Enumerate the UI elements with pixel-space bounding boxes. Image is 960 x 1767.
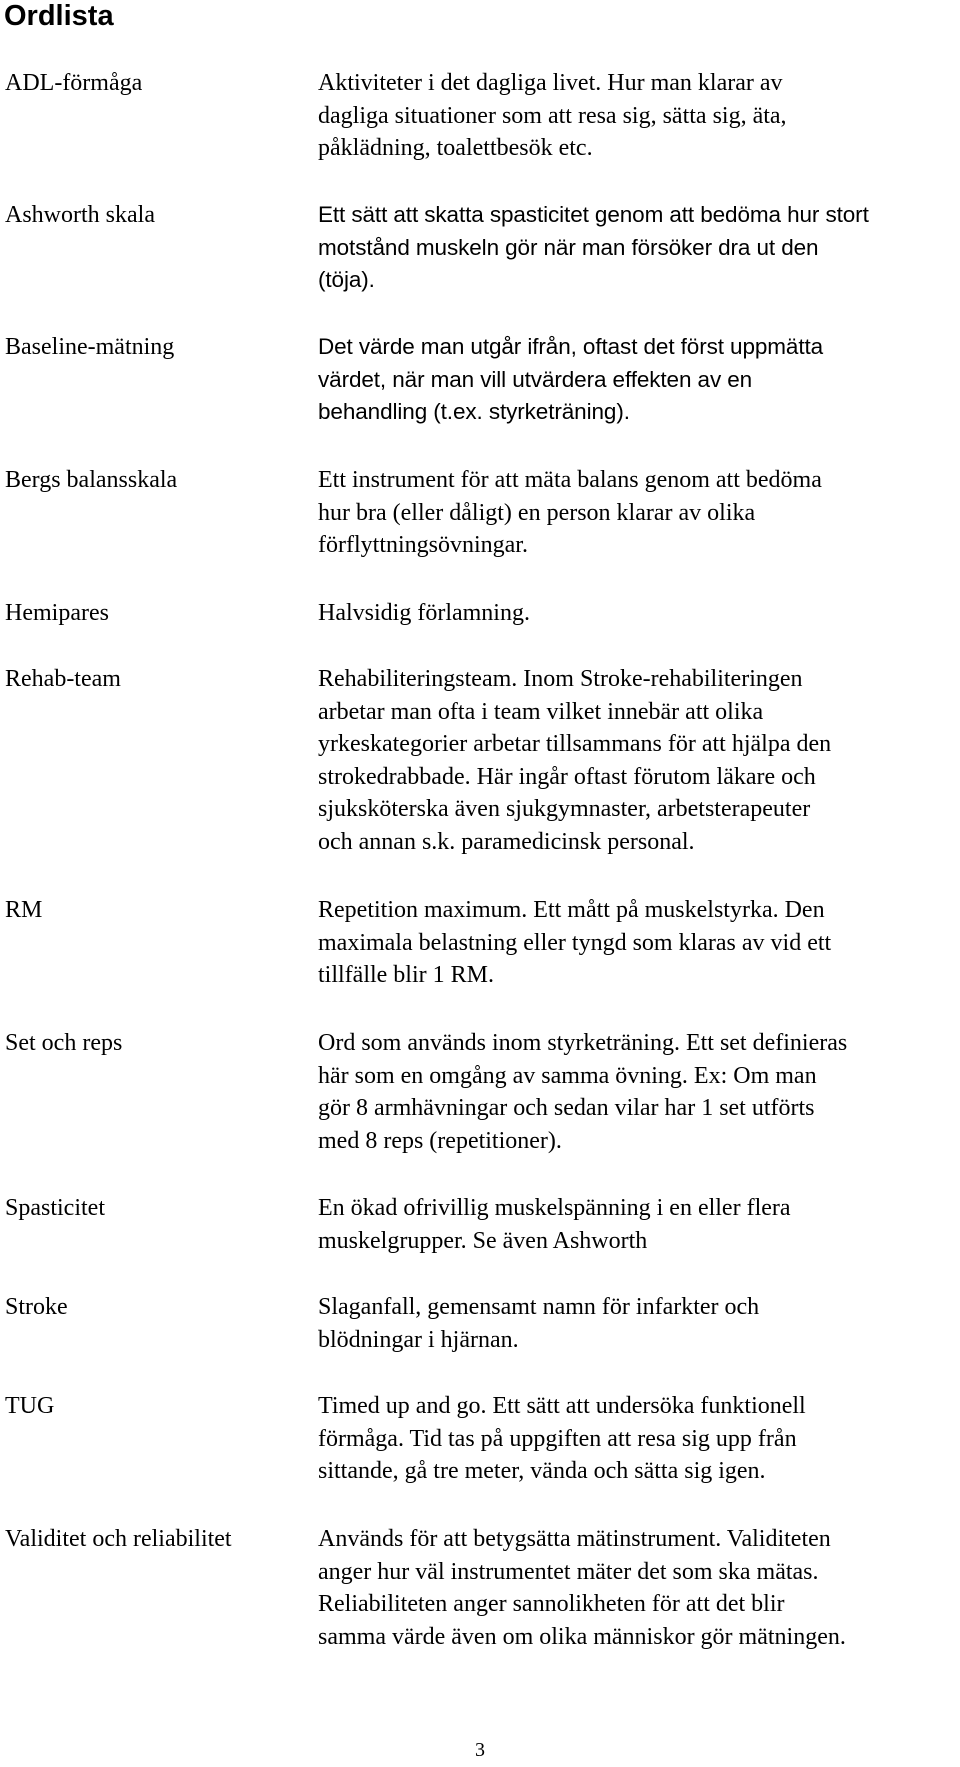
definition-line: maximala belastning eller tyngd som klaras av vid ett: [318, 929, 832, 956]
glossary-term: ADL-förmåga: [5, 70, 143, 96]
glossary-term: Set och reps: [5, 1030, 123, 1056]
glossary-definition: [318, 199, 958, 297]
definition-line: hur bra (eller dåligt) en person klarar av olika: [318, 499, 756, 526]
glossary-definition: [318, 1291, 958, 1356]
definition-line: sittande, gå tre meter, vända och sätta sig igen.: [318, 1458, 766, 1484]
definition-line: påklädning, toalettbesök etc.: [318, 135, 593, 161]
definition-line: Repetition maximum. Ett mått på muskelstyrka. Den: [318, 897, 825, 923]
definition-line: Ett sätt att skatta spasticitet genom att bedöma hur stort: [318, 202, 869, 227]
definition-line: Aktiviteter i det dagliga livet. Hur man klarar av: [318, 70, 783, 96]
glossary-term: Baseline-mätning: [5, 334, 175, 360]
definition-line: arbetar man ofta i team vilket innebär att olika: [318, 698, 764, 725]
definition-line: förflyttningsövningar.: [318, 532, 528, 558]
definition-line: gör 8 armhävningar och sedan vilar har 1 set utförts: [318, 1095, 815, 1121]
definition-line: (töja).: [318, 267, 375, 292]
glossary-term: Stroke: [5, 1294, 68, 1320]
glossary-definition: [318, 464, 958, 562]
glossary-definition: [318, 1027, 958, 1157]
glossary-definition: [318, 67, 958, 165]
definition-line: samma värde även om olika människor gör mätningen.: [318, 1623, 846, 1650]
definition-line: Det värde man utgår ifrån, oftast det först uppmätta: [318, 334, 824, 359]
glossary-term: Spasticitet: [5, 1195, 105, 1221]
glossary-definition: [318, 894, 958, 992]
definition-line: yrkeskategorier arbetar tillsammans för att hjälpa den: [318, 731, 832, 757]
glossary-term: RM: [5, 897, 43, 923]
definition-line: och annan s.k. paramedicinsk personal.: [318, 828, 695, 855]
definition-line: anger hur väl instrumentet mäter det som ska mätas.: [318, 1558, 819, 1585]
definition-line: Rehabiliteringsteam. Inom Stroke-rehabiliteringen: [318, 666, 803, 692]
glossary-definition: [318, 1192, 958, 1257]
definition-line: Halvsidig förlamning.: [318, 600, 530, 626]
definition-line: med 8 reps (repetitioner).: [318, 1127, 562, 1154]
page-title: Ordlista: [4, 0, 114, 32]
definition-line: blödningar i hjärnan.: [318, 1326, 519, 1353]
definition-line: värdet, när man vill utvärdera effekten av en: [318, 366, 753, 392]
definition-line: förmåga. Tid tas på uppgiften att resa sig upp från: [318, 1425, 797, 1452]
definition-line: Används för att betygsätta mätinstrument. Validiteten: [318, 1526, 831, 1552]
definition-line: En ökad ofrivillig muskelspänning i en eller flera: [318, 1195, 791, 1221]
definition-line: Slaganfall, gemensamt namn för infarkter och: [318, 1294, 760, 1320]
glossary-term: Hemipares: [5, 600, 109, 626]
glossary-term: TUG: [5, 1393, 55, 1419]
definition-line: behandling (t.ex. styrketräning).: [318, 399, 630, 424]
definition-line: Timed up and go. Ett sätt att undersöka funktionell: [318, 1393, 806, 1419]
definition-line: Ett instrument för att mäta balans genom att bedöma: [318, 467, 822, 493]
glossary-definition: [318, 331, 958, 429]
page-number: 3: [475, 1739, 485, 1761]
definition-line: muskelgrupper. Se även Ashworth: [318, 1227, 648, 1254]
glossary-definition: [318, 1523, 958, 1653]
definition-line: här som en omgång av samma övning. Ex: Om man: [318, 1062, 817, 1089]
definition-line: dagliga situationer som att resa sig, sätta sig, äta,: [318, 102, 787, 129]
glossary-term: Validitet och reliabilitet: [5, 1526, 232, 1552]
definition-line: Ord som används inom styrketräning. Ett set definieras: [318, 1030, 848, 1056]
glossary-term: Bergs balansskala: [5, 467, 178, 493]
definition-line: tillfälle blir 1 RM.: [318, 962, 494, 988]
glossary-term: Rehab-team: [5, 666, 121, 692]
glossary-definition: [318, 597, 958, 630]
definition-line: sjuksköterska även sjukgymnaster, arbetsterapeuter: [318, 796, 811, 822]
definition-line: strokedrabbade. Här ingår oftast förutom läkare och: [318, 763, 816, 790]
definition-line: Reliabiliteten anger sannolikheten för att det blir: [318, 1591, 785, 1617]
definition-line: motstånd muskeln gör när man försöker dra ut den: [318, 234, 819, 260]
glossary-definition: [318, 1390, 958, 1488]
glossary-definition: [318, 663, 958, 858]
glossary-term: Ashworth skala: [5, 202, 155, 228]
